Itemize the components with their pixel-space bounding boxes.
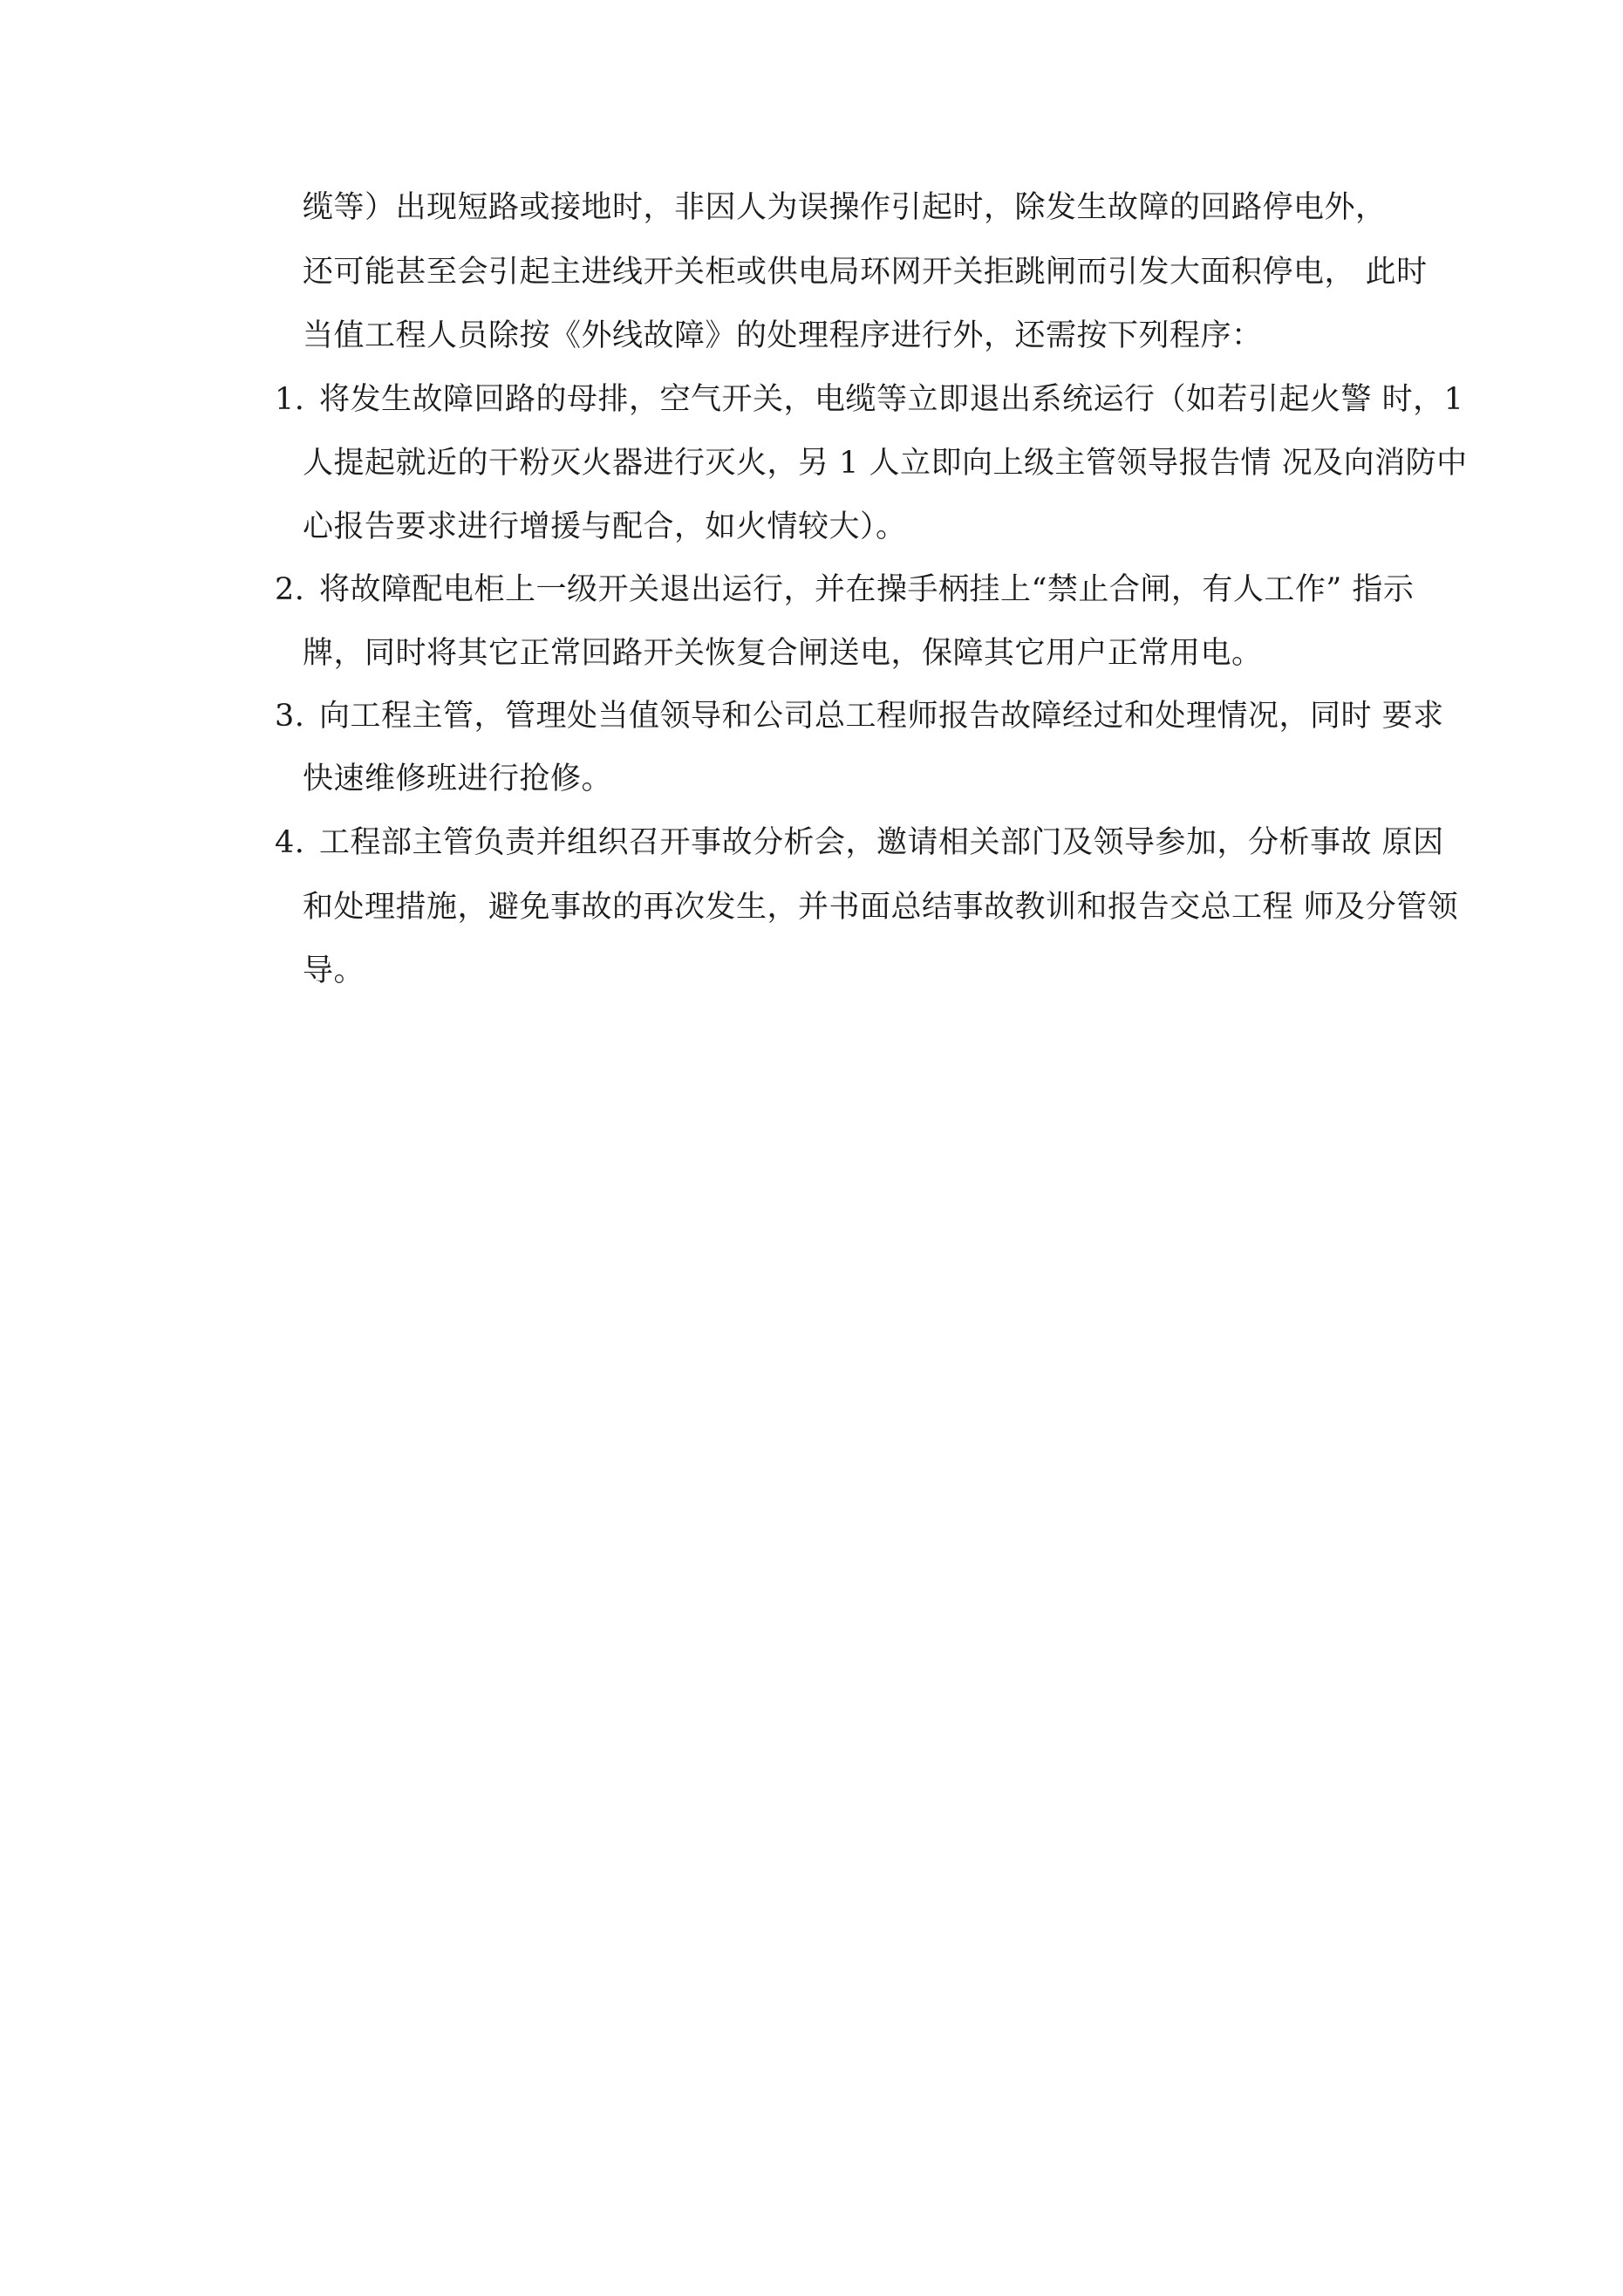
intro-line-2: 还可能甚至会引起主进线开关柜或供电局环网开关拒跳闸而引发大面积停电， 此时 [303,255,1428,290]
step-2-line-1: 将故障配电柜上一级开关退出运行，并在操手柄挂上“禁止合闸，有人工作” 指示 [319,572,1415,607]
step-1-number: 1. [275,382,305,417]
step-1-line-2: 人提起就近的干粉灭火器进行灭火，另 1 人立即向上级主管领导报告情 况及向消防中 [303,446,1468,481]
step-1-line-3: 心报告要求进行增援与配合，如火情较大）。 [303,509,907,544]
intro-line-1: 缆等）出现短路或接地时，非因人为误操作引起时，除发生故障的回路停电外， [303,190,1387,225]
intro-line-3: 当值工程人员除按《外线故障》的处理程序进行外，还需按下列程序： [303,318,1263,353]
step-2-number: 2. [275,572,305,607]
step-3-number: 3. [275,699,305,734]
step-3-line-2: 快速维修班进行抢修。 [303,762,613,796]
step-3-line-1: 向工程主管，管理处当值领导和公司总工程师报告故障经过和处理情况，同时 要求 [319,699,1444,734]
step-4-line-1: 工程部主管负责并组织召开事故分析会，邀请相关部门及领导参加，分析事故 原因 [319,825,1444,860]
step-4-number: 4. [275,825,305,860]
step-2-line-2: 牌，同时将其它正常回路开关恢复合闸送电，保障其它用户正常用电。 [303,636,1263,671]
step-4-line-3: 导。 [303,953,365,988]
step-4-line-2: 和处理措施，避免事故的再次发生，并书面总结事故教训和报告交总工程 师及分管领 [303,890,1459,925]
step-1-line-1: 将发生故障回路的母排，空气开关，电缆等立即退出系统运行（如若引起火警 时，1 [319,382,1464,417]
